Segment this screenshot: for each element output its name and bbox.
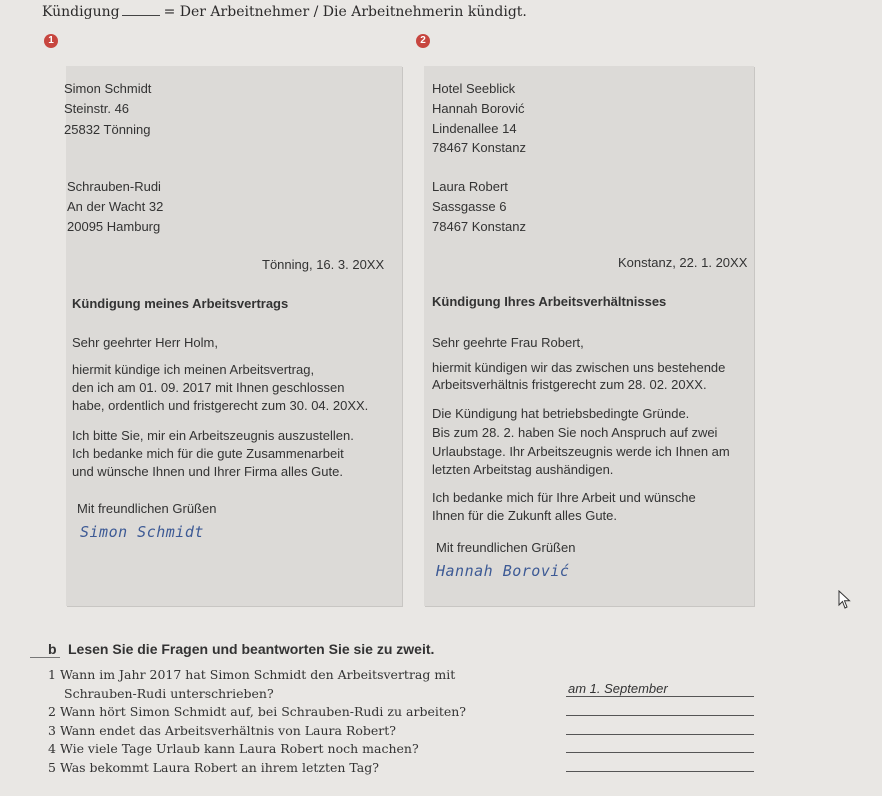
question-number: 2 — [48, 704, 56, 719]
letter-2-closing: Mit freundlichen Grüßen — [436, 540, 576, 555]
question-2 — [48, 704, 466, 719]
letter-1-signature: Simon Schmidt — [80, 523, 204, 541]
letter-2-sender-city: 78467 Konstanz — [432, 140, 526, 155]
letter-1-recipient-name: Schrauben-Rudi — [67, 179, 161, 194]
question-number: 3 — [48, 723, 56, 738]
letter-1-body-line: Ich bedanke mich für die gute Zusammenarbeit — [72, 446, 344, 461]
answer-line-1[interactable] — [566, 682, 754, 697]
question-text: Wann hört Simon Schmidt auf, bei Schrauben-Rudi zu arbeiten? — [59, 704, 467, 719]
letter-2-recipient-name: Laura Robert — [432, 179, 508, 194]
letter-1-subject: Kündigung meines Arbeitsvertrags — [72, 296, 289, 311]
question-number: 4 — [48, 741, 56, 756]
section-b-letter: b — [48, 641, 57, 657]
letter-2-recipient-city: 78467 Konstanz — [432, 219, 526, 234]
answer-1-text: am 1. September — [568, 681, 668, 696]
question-text: Wann endet das Arbeitsverhältnis von Laura Robert? — [59, 723, 396, 738]
question-5 — [48, 760, 379, 775]
letter-2-date: Konstanz, 22. 1. 20XX — [618, 255, 748, 270]
letter-2-body-line: Ich bedanke mich für Ihre Arbeit und wünsche — [432, 490, 696, 505]
header-blank — [122, 5, 160, 16]
question-3 — [48, 723, 396, 738]
letter-2-recipient-street: Sassgasse 6 — [432, 199, 507, 214]
letter-2-sender-company: Hotel Seeblick — [432, 81, 516, 96]
letter-1-body-line: den ich am 01. 09. 2017 mit Ihnen geschlossen — [72, 380, 345, 395]
question-text: Wie viele Tage Urlaub kann Laura Robert noch machen? — [59, 741, 419, 756]
letter-1-body-line: und wünsche Ihnen und Ihrer Firma alles Gute. — [72, 464, 343, 479]
letter-2-body-line: Arbeitsverhältnis fristgerecht zum 28. 02. 20XX. — [432, 377, 707, 392]
question-text: Was bekommt Laura Robert an ihrem letzten Tag? — [59, 760, 379, 775]
letter-1-badge: 1 — [44, 34, 58, 48]
answer-line-5[interactable] — [566, 757, 754, 772]
letter-2-salutation: Sehr geehrte Frau Robert, — [432, 335, 584, 350]
letter-2-signature: Hannah Borović — [436, 562, 570, 580]
letter-2-badge: 2 — [416, 34, 430, 48]
letter-1-sender-name: Simon Schmidt — [64, 81, 152, 96]
letter-2-subject: Kündigung Ihres Arbeitsverhältnisses — [432, 294, 667, 309]
header-word: Kündigung — [42, 4, 120, 20]
question-1-continued: Schrauben-Rudi unterschrieben? — [64, 686, 274, 701]
question-text: Wann im Jahr 2017 hat Simon Schmidt den Arbeitsvertrag mit — [59, 667, 456, 682]
header-definition: = Der Arbeitnehmer / Die Arbeitnehmerin kündigt. — [163, 4, 527, 20]
letter-2-body-line: Bis zum 28. 2. haben Sie noch Anspruch auf zwei — [432, 425, 718, 440]
question-number: 1 — [48, 667, 56, 682]
letter-1-body-line: Ich bitte Sie, mir ein Arbeitszeugnis auszustellen. — [72, 428, 354, 443]
letter-1-recipient-city: 20095 Hamburg — [67, 219, 161, 234]
mouse-pointer-icon — [838, 590, 852, 614]
letter-1-body-line: habe, ordentlich und fristgerecht zum 30. 04. 20XX. — [72, 398, 369, 413]
question-number: 5 — [48, 760, 56, 775]
letter-1-sender-street: Steinstr. 46 — [64, 101, 130, 116]
letter-2-sender-street: Lindenallee 14 — [432, 121, 517, 136]
letter-1-sender-city: 25832 Tönning — [64, 122, 151, 137]
definition-header — [42, 4, 527, 20]
question-4 — [48, 741, 419, 756]
section-b-title: Lesen Sie die Fragen und beantworten Sie sie zu zweit. — [68, 641, 435, 657]
letter-2-body-line: Ihnen für die Zukunft alles Gute. — [432, 508, 617, 523]
letter-1-body-line: hiermit kündige ich meinen Arbeitsvertrag, — [72, 362, 315, 377]
section-b-rule — [30, 657, 60, 658]
letter-1-date: Tönning, 16. 3. 20XX — [262, 257, 385, 272]
letter-2-body-line: Die Kündigung hat betriebsbedingte Gründe. — [432, 406, 690, 421]
answer-line-3[interactable] — [566, 720, 754, 735]
question-1 — [48, 667, 455, 682]
letter-1-closing: Mit freundlichen Grüßen — [77, 501, 217, 516]
answer-line-4[interactable] — [566, 738, 754, 753]
letter-2-body-line: letzten Arbeitstag aushändigen. — [432, 462, 614, 477]
letter-2-body-line: hiermit kündigen wir das zwischen uns bestehende — [432, 360, 726, 375]
answer-line-2[interactable] — [566, 701, 754, 716]
letter-1-recipient-street: An der Wacht 32 — [67, 199, 164, 214]
letter-2-sender-name: Hannah Borović — [432, 101, 525, 116]
letter-1-salutation: Sehr geehrter Herr Holm, — [72, 335, 218, 350]
letter-2-body-line: Urlaubstage. Ihr Arbeitszeugnis werde ich Ihnen am — [432, 444, 730, 459]
